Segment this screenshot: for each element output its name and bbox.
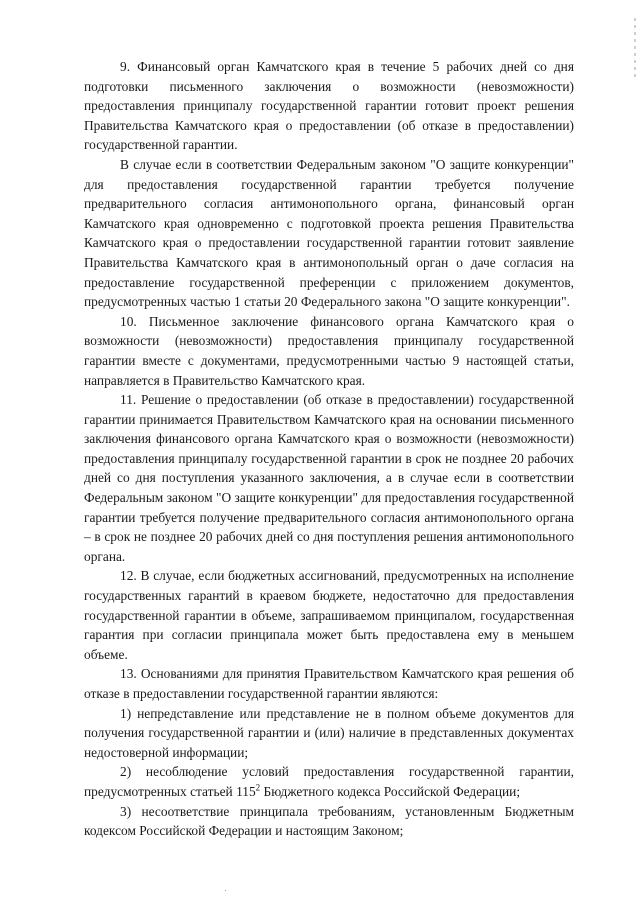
scan-speck (225, 890, 226, 891)
article-superscript: 2 (255, 782, 261, 793)
refusal-reason-2 (84, 762, 574, 801)
refusal-reason-3: 3) несоответствие принципала требованиям, установленным Бюджетным кодексом Российской Федерации и настоящим Законом; (84, 803, 574, 839)
document-body (84, 57, 574, 841)
paragraph-9-competition: В случае если в соответствии Федеральным законом "О защите конкуренции" для предоставления государственной гарантии требуется получение предварительного согласия антимонопольного органа, финансовый орган Камчатского края одновременно с подготовкой проекта решения Правительства Камчатского края о предоставлении государственной гарантии готовит заявление Правительства Камчатского края в антимонопольный орган о даче согласия на предоставление государственной преференции с приложением документов, предусмотренных частью 1 статьи 20 Федерального закона "О защите конкуренции". (84, 156, 574, 310)
paragraph-13: 13. Основаниями для принятия Правительством Камчатского края решения об отказе в предоставлении государственной гарантии являются: (84, 666, 574, 701)
refusal-reason-1: 1) непредставление или представление не в полном объеме документов для получения государственной гарантии и (или) наличие в представленных документах недостоверной информации; (84, 705, 574, 760)
paragraph-10: 10. Письменное заключение финансового органа Камчатского края о возможности (невозможности) предоставления принципалу государственной гарантии вместе с документами, предусмотренными частью 9 настоящей статьи, направляется в Правительство Камчатского края. (84, 313, 574, 388)
paragraph-12: 12. В случае, если бюджетных ассигнований, предусмотренных на исполнение государственных гарантий в краевом бюджете, недостаточно для предоставления государственной гарантии в объеме, запрашиваемом принципалом, государственная гарантия при согласии принципала может быть предоставлена ему в меньшем объеме. (84, 568, 574, 662)
scan-edge-mark (634, 18, 636, 78)
paragraph-9: 9. Финансовый орган Камчатского края в течение 5 рабочих дней со дня подготовки письменного заключения о возможности (невозможности) предоставления принципалу государственной гарантии готовит проект решения Правительства Камчатского края о предоставлении (об отказе в предоставлении) государственной гарантии. (84, 59, 574, 153)
refusal-reason-2-text-end: Бюджетного кодекса Российской Федерации; (260, 783, 521, 799)
paragraph-11: 11. Решение о предоставлении (об отказе в предоставлении) государственной гарантии принимается Правительством Камчатского края на основании письменного заключения финансового органа Камчатского края о возможности (невозможности) предоставления принципалу государственной гарантии в срок не позднее 20 рабочих дней со дня поступления указанного заключения, а в случае если в соответствии Федеральным законом "О защите конкуренции" для предоставления государственной гарантии требуется получение предварительного согласия антимонопольного органа – в срок не позднее 20 рабочих дней со дня поступления решения антимонопольного органа. (84, 392, 574, 564)
refusal-reason-2-text-start: 2) несоблюдение условий предоставления государственной гарантии, предусмотренных статьей 115 (84, 764, 574, 799)
